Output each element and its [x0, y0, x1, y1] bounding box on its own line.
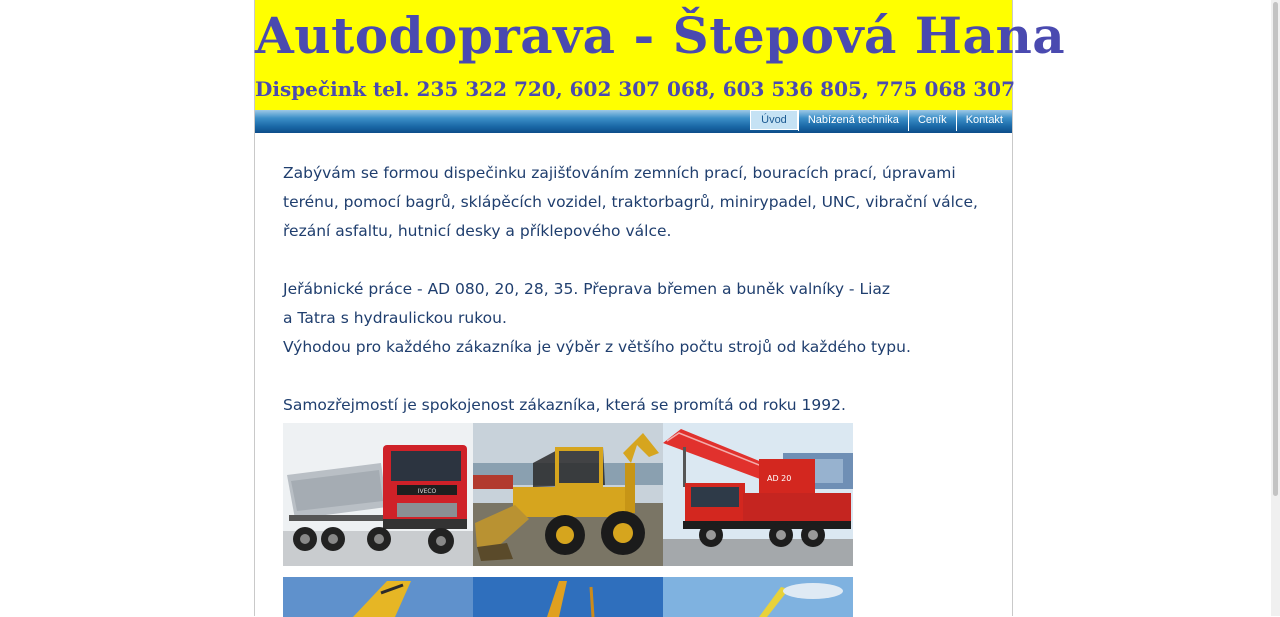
text-line: terénu, pomocí bagrů, sklápěcích vozidel, traktorbagrů, minirypadel, UNC, vibrační válce, — [283, 193, 978, 211]
site-title: Autodoprava - Štepová Hana — [255, 6, 1066, 65]
dump-truck-photo[interactable] — [283, 423, 473, 566]
main-nav — [255, 110, 1012, 133]
nav-item-uvod[interactable]: Úvod — [750, 110, 798, 130]
intro-text — [283, 159, 983, 420]
svg-text:IVECO: IVECO — [417, 488, 437, 495]
text-line: Výhodou pro každého zákazníka je výběr z většího počtu strojů od každého typu. — [283, 338, 911, 356]
crane-boom-photo[interactable] — [473, 577, 663, 617]
crane-sky-photo[interactable] — [663, 577, 853, 617]
text-line: Zabývám se formou dispečinku zajišťováním zemních prací, bouracích prací, úpravami — [283, 164, 956, 182]
text-line: Samozřejmostí je spokojenost zákazníka, která se promítá od roku 1992. — [283, 396, 846, 414]
page-container — [254, 0, 1066, 616]
scrollbar-thumb[interactable] — [1273, 2, 1278, 496]
nav-item-nabizena-technika[interactable]: Nabízená technika — [798, 110, 908, 131]
backhoe-loader-photo[interactable] — [473, 423, 663, 566]
text-line: Jeřábnické práce - AD 080, 20, 28, 35. Přeprava břemen a buněk valníky - Liaz — [283, 280, 891, 298]
excavator-arm-photo[interactable] — [283, 577, 473, 617]
text-line: a Tatra s hydraulickou rukou. — [283, 309, 507, 327]
svg-text:AD 20: AD 20 — [767, 474, 792, 483]
photo-gallery — [283, 423, 853, 617]
text-line: řezání asfaltu, hutnicí desky a příklepového válce. — [283, 222, 672, 240]
nav-item-cenik[interactable]: Ceník — [908, 110, 956, 131]
page-scrollbar[interactable] — [1271, 0, 1280, 616]
site-header — [255, 0, 1066, 110]
nav-item-kontakt[interactable]: Kontakt — [956, 110, 1012, 131]
mobile-crane-photo[interactable] — [663, 423, 853, 566]
dispatch-phone: Dispečink tel. 235 322 720, 602 307 068, 603 536 805, 775 068 307 — [255, 77, 1015, 101]
